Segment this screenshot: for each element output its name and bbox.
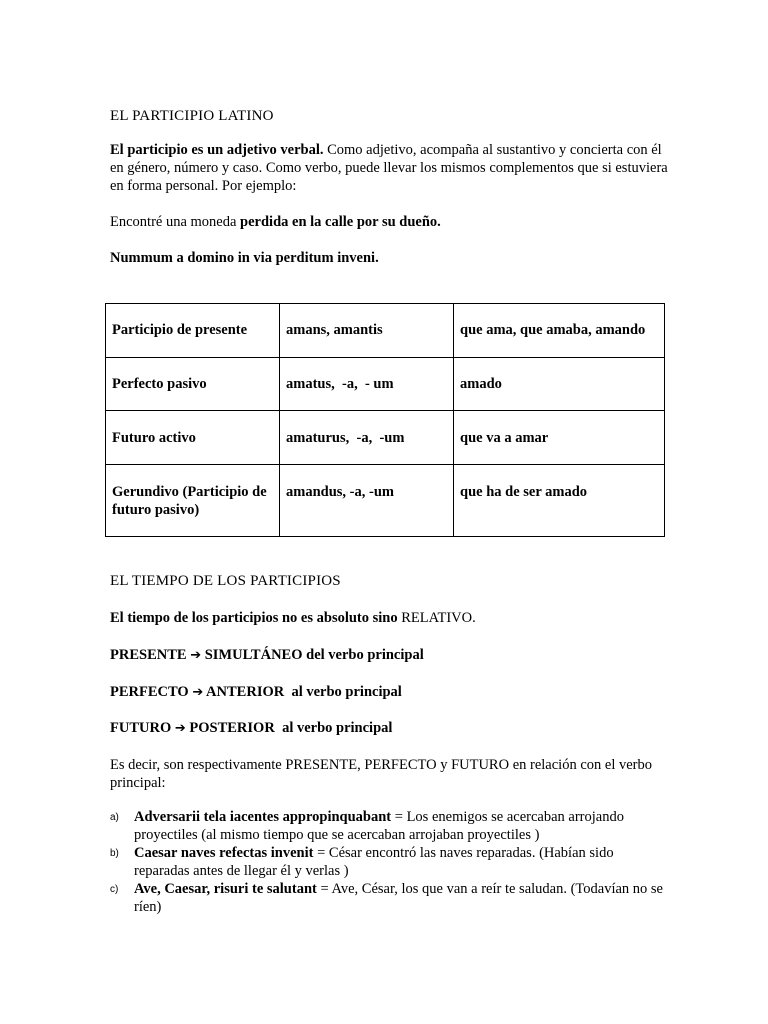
intro-paragraph xyxy=(110,141,670,195)
table-cell xyxy=(106,465,280,537)
latin-example-text: Nummum a domino in via perditum inveni. xyxy=(110,250,379,266)
table-row xyxy=(106,304,665,358)
list-marker: a) xyxy=(110,812,119,823)
table-cell xyxy=(280,358,454,411)
table-cell xyxy=(454,411,665,465)
spanish-example-text: Encontré una moneda xyxy=(110,214,241,230)
tense-row-future xyxy=(110,719,670,738)
spanish-translation: que va a amar xyxy=(460,430,549,446)
participle-type: Gerundivo (Participio de futuro pasivo) xyxy=(112,484,267,518)
latin-form: amatus, -a, - um xyxy=(286,376,394,392)
example-translation: = Ave, César, los que van a reír te saludan. (Todavían no se ríen) xyxy=(134,881,663,915)
table-cell xyxy=(106,304,280,358)
participles-table xyxy=(105,303,665,537)
tense-to: SIMULTÁNEO xyxy=(201,647,303,663)
intro-bold: El participio es un adjetivo verbal. xyxy=(110,142,324,158)
table-cell xyxy=(280,304,454,358)
example-latin: Caesar naves refectas invenit xyxy=(134,845,314,861)
table-cell xyxy=(280,465,454,537)
tense-row-present xyxy=(110,646,670,665)
latin-form: amaturus, -a, -um xyxy=(286,430,405,446)
participle-type: Participio de presente xyxy=(112,322,248,338)
example-translation: = Los enemigos se acercaban arrojando proyectiles (al mismo tiempo que se acercaban arrojaban proyectiles ) xyxy=(134,809,624,843)
table-row xyxy=(106,411,665,465)
tense-to: ANTERIOR xyxy=(203,684,285,700)
spanish-example-bold: perdida en la calle por su dueño. xyxy=(240,214,441,230)
right-arrow-icon: ➔ xyxy=(190,648,202,663)
table-cell xyxy=(106,358,280,411)
page-title: EL PARTICIPIO LATINO xyxy=(110,108,274,124)
tense-rest: al verbo principal xyxy=(284,684,402,700)
relative-plain: RELATIVO. xyxy=(401,610,476,626)
tense-rest: al verbo principal xyxy=(274,720,393,736)
tense-to: POSTERIOR xyxy=(185,720,275,736)
table-row xyxy=(106,358,665,411)
right-arrow-icon: ➔ xyxy=(174,721,186,736)
table-row xyxy=(106,465,665,537)
latin-form: amans, amantis xyxy=(286,322,383,338)
latin-example xyxy=(110,249,670,267)
table-cell xyxy=(454,304,665,358)
tense-row-perfect xyxy=(110,683,670,702)
participle-type: Futuro activo xyxy=(112,430,196,446)
tense-from: FUTURO xyxy=(110,720,175,736)
example-latin: Adversarii tela iacentes appropinquabant xyxy=(134,809,392,825)
relative-bold: El tiempo de los participios no es absoluto sino xyxy=(110,610,402,626)
list-marker: b) xyxy=(110,848,119,859)
table-cell xyxy=(454,465,665,537)
tense-rest: del verbo principal xyxy=(302,647,424,663)
spanish-example xyxy=(110,213,670,231)
summary-paragraph: Es decir, son respectivamente PRESENTE, PERFECTO y FUTURO en relación con el verbo principal: xyxy=(110,757,652,791)
spanish-translation: amado xyxy=(460,376,502,392)
list-item xyxy=(110,880,670,916)
table-cell xyxy=(454,358,665,411)
spanish-translation: que ha de ser amado xyxy=(460,484,588,500)
tense-from: PRESENTE xyxy=(110,647,191,663)
spanish-translation: que ama, que amaba, amando xyxy=(460,322,646,338)
relative-statement xyxy=(110,609,670,627)
intro-text: Como adjetivo, acompaña al sustantivo y concierta con él en género, número y caso. Como verbo, puede llevar los mismos complementos que si estuviera en forma personal. Por ejemplo: xyxy=(110,142,668,194)
example-latin: Ave, Caesar, risuri te salutant xyxy=(134,881,317,897)
list-item xyxy=(110,844,670,880)
right-arrow-icon: ➔ xyxy=(192,685,204,700)
table-cell xyxy=(106,411,280,465)
latin-form: amandus, -a, -um xyxy=(286,484,394,500)
table-cell xyxy=(280,411,454,465)
list-marker: c) xyxy=(110,884,119,895)
example-translation: = César encontró las naves reparadas. (Habían sido reparadas antes de llegar él y verlas ) xyxy=(134,845,614,879)
participle-type: Perfecto pasivo xyxy=(112,376,207,392)
examples-list xyxy=(110,808,670,916)
tense-from: PERFECTO xyxy=(110,684,193,700)
list-item xyxy=(110,808,670,844)
section-title: EL TIEMPO DE LOS PARTICIPIOS xyxy=(110,573,341,589)
